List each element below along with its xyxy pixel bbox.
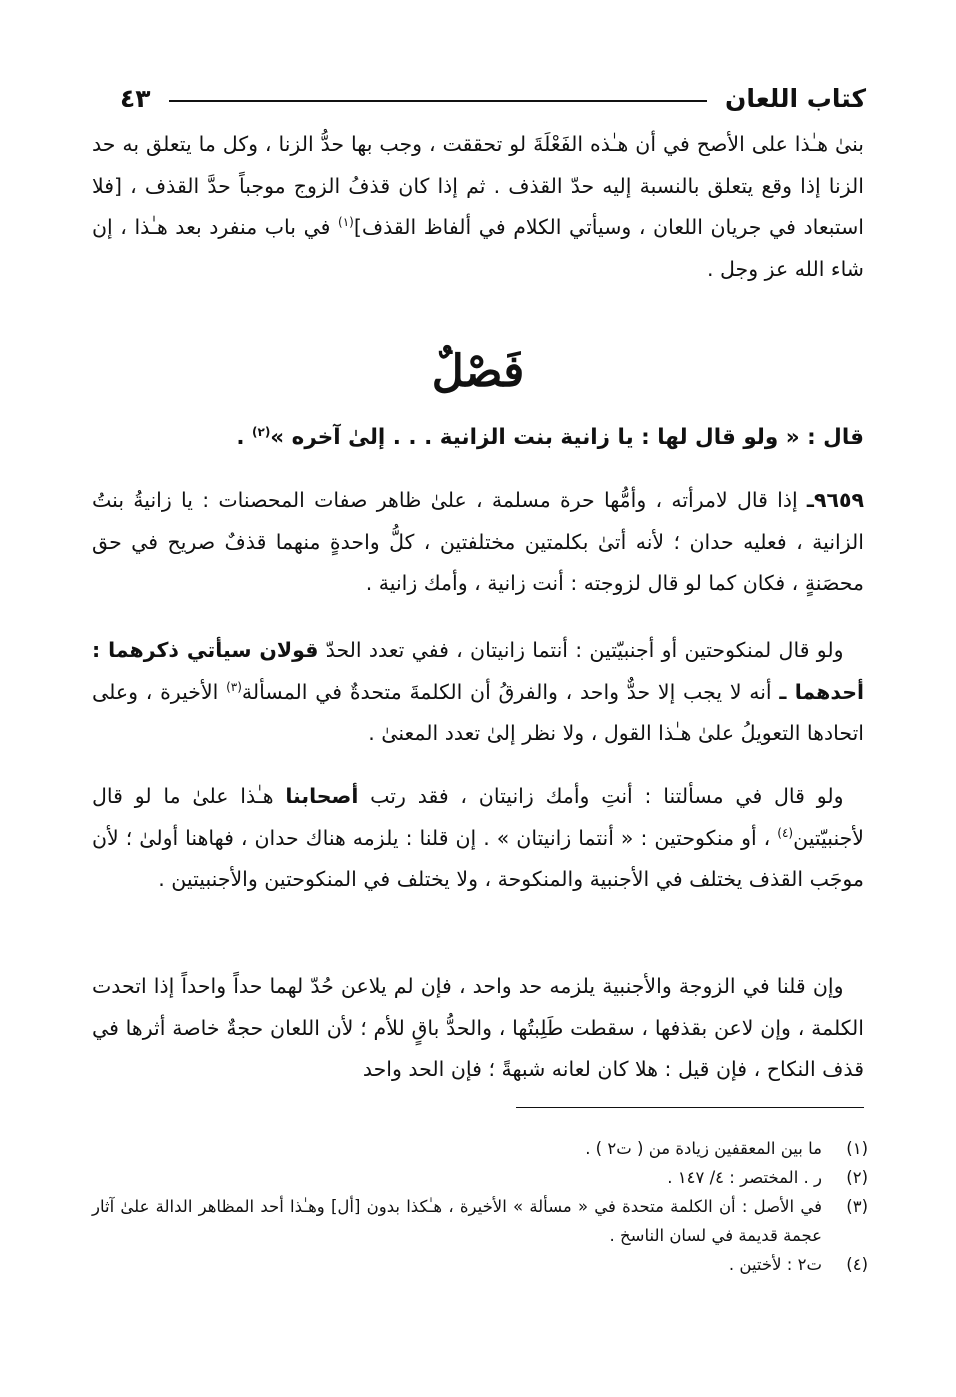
paragraph-two-wives: [92, 630, 864, 755]
footnote-number: (٣): [846, 1197, 868, 1216]
footnote-number: (٢): [846, 1168, 868, 1187]
footnote: [92, 1134, 868, 1163]
paragraph-text: هـٰذا علىٰ ما لو قال لأجنبيّتين: [92, 784, 864, 850]
issue-number: ٩٦٥٩ـ: [806, 488, 864, 512]
paragraph-text: أنه لا يجب إلا حدٌّ واحد ، والفرقُ أن الكلمةَ متحدةٌ في المسألة: [241, 679, 780, 704]
intro-paragraph: [92, 124, 864, 290]
footnote-number: (٤): [846, 1255, 868, 1274]
footnote-text: في الأصل : أن الكلمة متحدة في « مسألة » الأخيرة ، هـٰكذا بدون [أل] وهـٰذا أحد المظاهر الدالة علىٰ آثار عجمة قديمة في لسان الناسخ .: [92, 1197, 822, 1245]
footnote-ref-3: (٣): [226, 679, 242, 694]
paragraph-text: الأخيرة ، وعلى اتحادها التعويلُ علىٰ هـٰذا القول ، ولا نظر إلىٰ تعدد المعنىٰ .: [92, 679, 864, 745]
footnote-ref-2: (٢): [252, 424, 271, 439]
paragraph-text: ، أو منكوحتين : « أنتما زانيتان » . إن قلنا : يلزمه هناك حدان ، فهاهنا أولىٰ ؛ لأن موجَب القذف يختلف في الأجنبية والمنكوحة ، ولا يختلف في المنكوحتين والأجنبيتين .: [92, 825, 864, 891]
footnote: [92, 1192, 868, 1250]
section-ornament: فَصْلٌ: [431, 346, 525, 397]
qala-text: قال : « ولو قال لها : يا زانية بنت الزانية . . . إلىٰ آخره »: [270, 425, 864, 450]
paragraph-text: إذا قال لامرأته ، وأمُّها حرة مسلمة ، علىٰ ظاهر صفات المحصنات : يا زانيةُ بنتُ الزانية ، فعليه حدان ؛ لأنه أتىٰ بكلمتين مختلفتين ، كلُّ واحدةٍ منهما قذفٌ صريح في حق محصَنةٍ ، فكان كما لو قال لزوجته : أنت زانية ، وأمك زانية .: [92, 488, 864, 595]
intro-text-end: في باب منفرد بعد هـٰذا ، إن شاء الله عز وجل .: [92, 215, 864, 281]
paragraph-text: ولو قال في مسألتنا : أنتِ وأمك زانيتان ، فقد رتب: [358, 784, 844, 808]
footnote: [92, 1250, 868, 1279]
paragraph-mother: [92, 776, 864, 901]
bold-phrase: أصحابنا: [285, 784, 359, 808]
footnotes: [92, 1134, 868, 1279]
footnote-text: ر . المختصر : ٤/ ١٤٧ .: [667, 1168, 822, 1187]
book-title: كتاب اللعان: [725, 83, 866, 113]
paragraph-9659: [92, 480, 864, 605]
page-number: ٤٣: [120, 83, 151, 113]
footnote: [92, 1163, 868, 1192]
paragraph-wife-stranger: [92, 966, 864, 1091]
header-rule: [169, 100, 708, 102]
footnote-text: ت٢ : لأختين .: [728, 1255, 822, 1274]
intro-text: بنىٰ هـٰذا على الأصح في أن هـٰذه الفَعْلَةَ لو تحققت ، وجب بها حدُّ الزنا ، وكل ما يتعلق به حد الزنا إذا وقع يتعلق بالنسبة إليه حدّ القذف . ثم إذا كان قذفُ الزوج موجباً حدَّ القذف ، [فلا استبعاد في جريان اللعان ، وسيأتي الكلام في ألفاظ القذف]: [92, 132, 864, 239]
bold-phrase: قولان سيأتي ذكرهما : أحدهما ـ: [92, 638, 865, 704]
footnote-text: ما بين المعقفين زيادة من ( ت٢ ) .: [585, 1139, 822, 1158]
footnote-ref-1: (١): [338, 215, 354, 230]
paragraph-text: وإن قلنا في الزوجة والأجنبية يلزمه حد واحد ، فإن لم يلاعن حُدّ لهما حداً واحداً إذا اتحدت الكلمة ، وإن لاعن بقذفها ، سقطت طَلِبتُها ، والحدُّ باقٍ للأم ؛ لأن اللعان حجةٌ خاصة أثرها في قذف النكاح ، فإن قيل : هلا كان لعانه شبهةً ؛ فإن الحد واحد: [92, 974, 864, 1081]
qala-end: .: [236, 425, 252, 450]
qala-heading: [92, 418, 864, 458]
running-header: [120, 78, 866, 118]
footnote-rule: [516, 1107, 864, 1108]
footnote-number: (١): [846, 1139, 868, 1158]
paragraph-text: ولو قال لمنكوحتين أو أجنبيّتين : أنتما زانيتان ، ففي تعدد الحدّ: [318, 638, 844, 662]
footnote-ref-4: (٤): [777, 825, 794, 840]
